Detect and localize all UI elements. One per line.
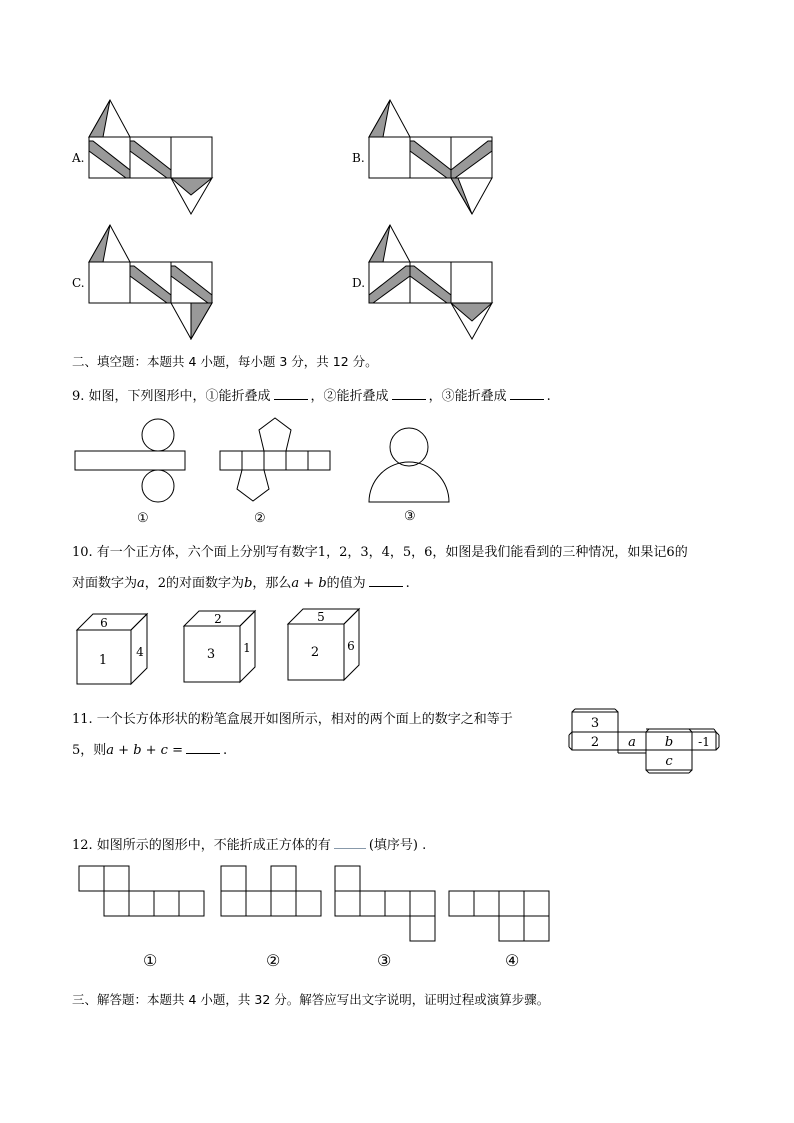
q9-text-2: ，②能折叠成: [310, 389, 389, 404]
q11-line-2: [72, 739, 227, 758]
section-2-title: 二、填空题：本题共 4 小题，每小题 3 分，共 12 分。: [72, 354, 378, 369]
q10-cube-2-top: 2: [214, 612, 222, 626]
q10-line-2: [72, 572, 410, 591]
option-a-label: A.: [72, 151, 85, 165]
option-a-figure: [89, 100, 212, 214]
q11-text-end: .: [222, 743, 228, 758]
q11-net-cell-b: b: [664, 735, 674, 750]
q10-cube-1-front: 1: [98, 653, 108, 668]
q12-label-2: ②: [266, 951, 281, 970]
q10-cube-3-front: 2: [310, 645, 320, 660]
q10-text-end: .: [405, 576, 410, 591]
q9-blank-1[interactable]: [274, 387, 308, 400]
q11-net-cell-1: 2: [590, 735, 600, 750]
q10-text-a: 对面数字为: [72, 576, 138, 591]
option-c-label: C.: [72, 276, 85, 290]
q9-label-1: ①: [137, 511, 149, 526]
q10-cube-3-top: 5: [317, 610, 325, 624]
option-d-figure: [369, 225, 492, 339]
q9-figure-1-cylinder-net: [75, 419, 185, 502]
section-3-title: 三、解答题：本题共 4 小题，共 32 分。解答应写出文字说明，证明过程或演算步骤。: [72, 992, 550, 1007]
q11-text-a: 5，则: [72, 743, 107, 758]
q10-cubes: [0, 600, 794, 695]
q9-figures: [0, 410, 794, 530]
q12-label-3: ③: [377, 951, 392, 970]
q12-figure-2: [221, 866, 321, 916]
q11-blank[interactable]: [186, 741, 220, 754]
q12-figure-3: [335, 866, 435, 941]
q10-var-b: b: [244, 576, 253, 591]
q9-label-2: ②: [254, 511, 266, 526]
q11-box-net: [560, 700, 730, 780]
q9-figure-2-prism-net: [220, 418, 330, 501]
q9-blank-2[interactable]: [392, 387, 426, 400]
q10-line-1: 10. 有一个正方体，六个面上分别写有数字1，2，3，4，5，6，如图是我们能看到的三种情况，如果记6的: [72, 545, 688, 560]
q10-blank[interactable]: [369, 574, 403, 587]
q11-net-cell-c: c: [665, 754, 673, 769]
q12-figure-1: [79, 866, 204, 916]
q10-cube-2-front: 3: [206, 647, 216, 662]
q10-text-b: ，2的对面数字为: [144, 576, 245, 591]
option-b-figure: [369, 100, 492, 214]
q10-text-d: 的值为: [326, 576, 366, 591]
q11-expr: a + b + c =: [106, 743, 183, 758]
q10-text-c: ，那么: [252, 576, 292, 591]
q9-figure-3-cone-net: [369, 428, 449, 502]
q10-cube-1-side: 4: [136, 645, 144, 659]
q10-cube-3: [288, 609, 359, 680]
q10-expr: a + b: [291, 576, 327, 591]
q8-figures: [0, 0, 794, 340]
q12-text-b: (填序号) .: [368, 838, 427, 853]
q10-var-a: a: [137, 576, 145, 591]
q9-label-3: ③: [404, 509, 416, 524]
q10-cube-1-top: 6: [100, 616, 108, 630]
q9-blank-3[interactable]: [510, 387, 544, 400]
q9-question: [72, 385, 551, 404]
q12-label-1: ①: [143, 951, 158, 970]
q12-text-a: 12. 如图所示的图形中，不能折成正方体的有: [72, 838, 331, 853]
q10-cube-3-side: 6: [347, 639, 355, 653]
q10-cube-1: [77, 614, 147, 684]
q12-blank[interactable]: [334, 836, 366, 849]
q9-text-3: ，③能折叠成: [428, 389, 507, 404]
q11-line-1: 11. 一个长方体形状的粉笔盒展开如图所示，相对的两个面上的数字之和等于: [72, 712, 513, 727]
option-d-label: D.: [352, 276, 366, 290]
option-b-label: B.: [352, 151, 365, 165]
q12-question: [72, 834, 426, 853]
q9-text-1: 9. 如图，下列图形中，①能折叠成: [72, 389, 271, 404]
q10-cube-2: [184, 611, 255, 682]
q12-label-4: ④: [505, 951, 520, 970]
q12-figures: [0, 860, 794, 980]
q12-figure-4: [449, 891, 549, 941]
option-c-figure: [89, 225, 212, 339]
q10-cube-2-side: 1: [243, 641, 251, 655]
q11-net-cell-neg1: -1: [698, 735, 710, 749]
q11-net-top: 3: [590, 716, 600, 731]
q9-text-end: .: [546, 389, 551, 404]
q11-net-cell-a: a: [628, 735, 636, 750]
